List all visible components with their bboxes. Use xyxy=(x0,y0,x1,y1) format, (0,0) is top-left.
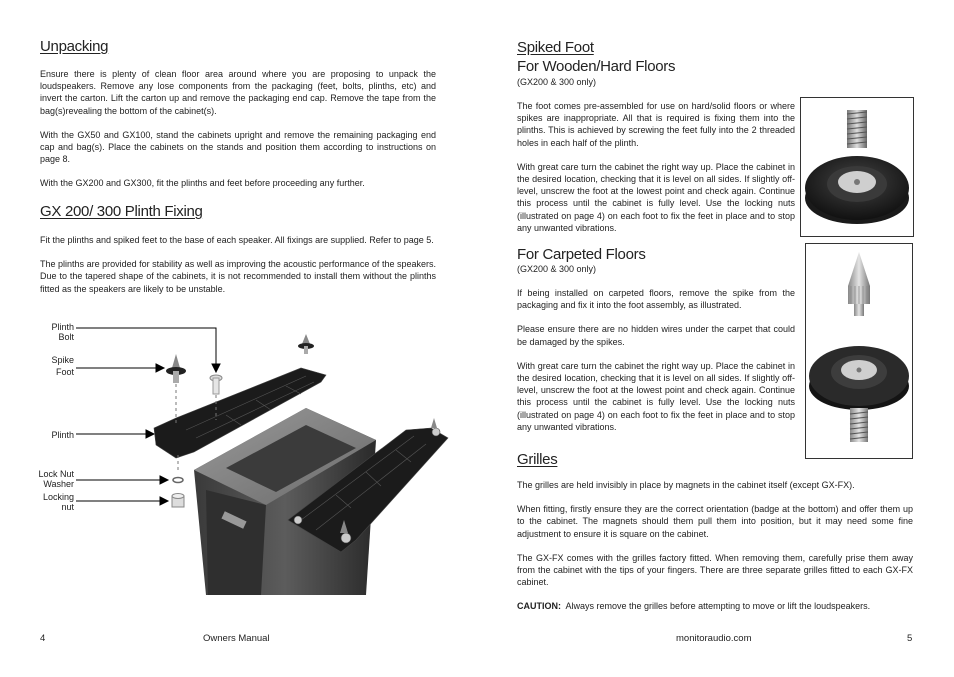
spiked-foot-heading: Spiked Foot For Wooden/Hard Floors xyxy=(517,39,676,75)
left-page xyxy=(40,38,436,190)
caution-label: CAUTION: xyxy=(517,601,561,612)
footer-page-left: 4 xyxy=(40,633,46,644)
grilles-p1: The grilles are held invisibly in place by magnets in the cabinet itself (except GX-FX). xyxy=(517,480,855,490)
unpacking-p1: Ensure there is plenty of clean floor area around where you are proposing to unpack the loudspeakers. Remove any lose components from the packaging (feet, bolts, plinths, etc) and invert the carton. Lift the carton up and remove the packaging end cap. Remove the tape from the bag(s)revealing the bottom of the cabinet(s). xyxy=(40,69,436,116)
spiked-p1: The foot comes pre-assembled for use on hard/solid floors or where spikes are inappropriate. All that is required is fixing them into the plinths. This is achieved by screwing the feet fully into the 2 threaded holes in each half of the plinth. xyxy=(517,101,795,148)
label-locking-nut: Locking nut xyxy=(42,492,74,512)
label-plinth-bolt: Plinth Bolt xyxy=(51,322,74,342)
unpacking-p3: With the GX200 and GX300, fit the plinths and feet before proceeding any further. xyxy=(40,178,365,189)
grilles-section xyxy=(517,451,913,613)
carpet-spike-image xyxy=(806,244,912,458)
spiked-foot-image xyxy=(801,98,913,236)
plinth-p2: The plinths are provided for stability as well as improving the acoustic performance of the speakers. Due to the tapered shape of the cabinets, it is not recommended to install them without the plinths fitted as the speakers are likely to be unstable. xyxy=(40,259,436,294)
washer-nut-parts xyxy=(172,455,184,507)
spiked-foot-image-frame xyxy=(800,97,914,237)
grilles-heading: Grilles xyxy=(517,451,558,468)
carpet-heading: For Carpeted Floors xyxy=(517,246,646,263)
unpacking-p2: With the GX50 and GX100, stand the cabinets upright and remove the remaining packaging end cap and bag(s). Place the cabinets on the stands and position them according to instructions on page 8. xyxy=(40,129,436,165)
grilles-p3: The GX-FX comes with the grilles factory fitted. When removing them, carefully prise them away from the cabinet with the tips of your fingers. There are three separate grilles fitted to each GX-FX cabinet. xyxy=(517,552,913,588)
carpet-section xyxy=(517,246,795,433)
carpet-p3: With great care turn the cabinet the right way up. Place the cabinet in the desired location, checking that it is level on all sides. If slightly off-level, unscrew the foot at the lowest point and check again. Continue this process until the cabinet is fully level. Use the locking nuts (illustrated on page 4) on each foot to fix the feet in place and to stop any unwanted vibrations. xyxy=(517,360,795,432)
footer-page-right: 5 xyxy=(907,633,913,644)
footer-url: monitoraudio.com xyxy=(676,633,752,644)
label-spike: Spike xyxy=(51,355,74,365)
carpet-p1: If being installed on carpeted floors, remove the spike from the packaging and fix it into the foot assembly, as illustrated. xyxy=(517,288,795,311)
plinth-heading: GX 200/ 300 Plinth Fixing xyxy=(40,203,203,220)
unpacking-heading: Unpacking xyxy=(40,38,109,55)
caution-note xyxy=(517,600,913,612)
spike-foot-part xyxy=(166,354,186,425)
spiked-foot-section xyxy=(517,38,795,234)
label-plinth: Plinth xyxy=(51,430,74,440)
label-lock-nut: Lock Nut Washer xyxy=(38,469,74,489)
label-foot: Foot xyxy=(55,367,74,377)
carpet-p2: Please ensure there are no hidden wires under the carpet that could be damaged by the spikes. xyxy=(517,324,795,347)
carpet-subtitle: (GX200 & 300 only) xyxy=(517,264,597,274)
plinth-p1: Fit the plinths and spiked feet to the base of each speaker. All fixings are supplied. Refer to page 5. xyxy=(40,235,434,245)
spiked-subtitle: (GX200 & 300 only) xyxy=(517,77,597,87)
caution-text: Always remove the grilles before attempting to move or lift the loudspeakers. xyxy=(565,601,871,612)
plinth-assembly-diagram xyxy=(76,320,456,595)
top-spike-part xyxy=(298,334,314,354)
footer-title: Owners Manual xyxy=(203,633,270,644)
spiked-p2: With great care turn the cabinet the right way up. Place the cabinet in the desired location, checking that it is level on all sides. If slightly off-level, unscrew the foot at the lowest point and check again. Continue this process until the cabinet is fully level. Use the locking nuts (illustrated on page 4) on each foot to fix the feet in place and to stop any unwanted vibrations. xyxy=(517,161,795,233)
grilles-p2: When fitting, firstly ensure they are the correct orientation (badge at the bottom) and offer them up to the cabinet. The magnets should them pull them into position, but it may need some fine adjustment to ensure it is square on the cabinet. xyxy=(517,504,913,539)
plinth-section xyxy=(40,203,436,295)
carpet-spike-image-frame xyxy=(805,243,913,459)
